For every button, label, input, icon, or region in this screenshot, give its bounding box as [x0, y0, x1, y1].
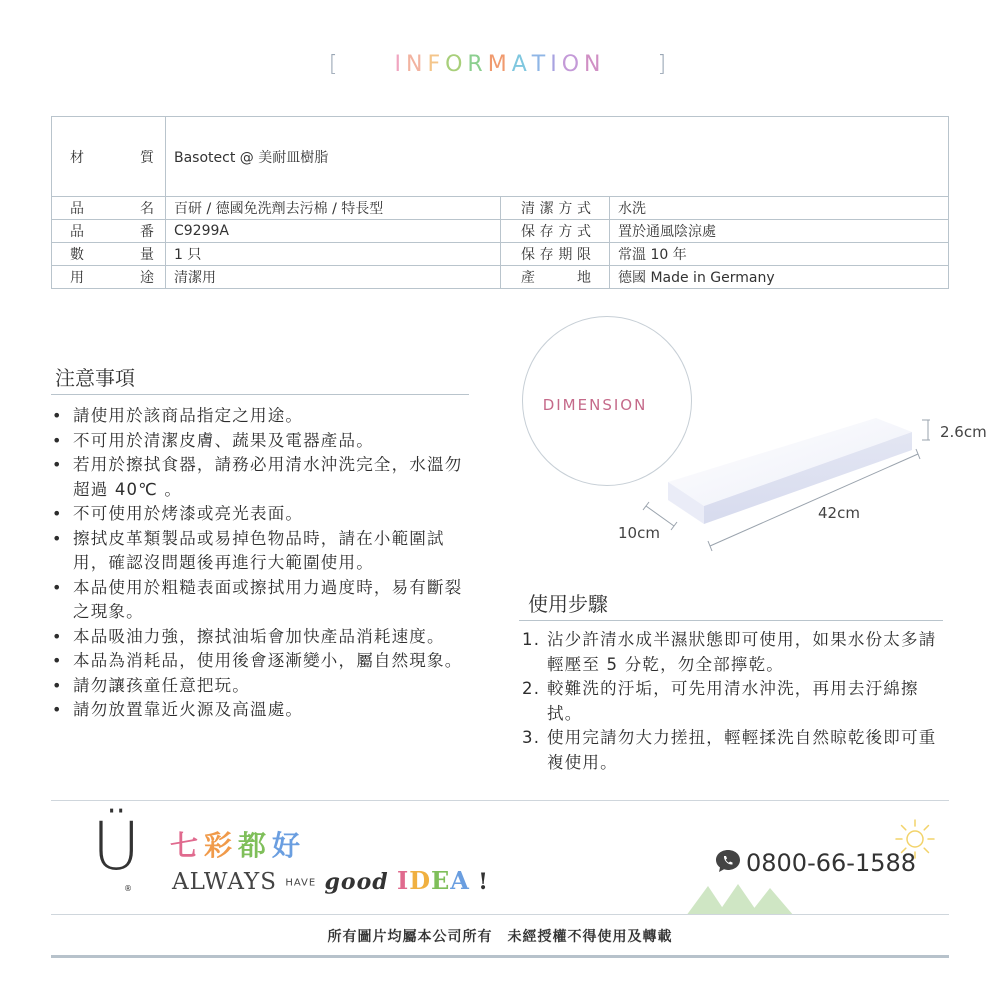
steps-list — [522, 628, 950, 775]
spec-row — [52, 220, 949, 243]
spec-table — [51, 116, 949, 289]
slogan-cn-char: 好 — [272, 829, 307, 862]
slogan-bang: ! — [478, 869, 489, 895]
information-letter: O — [445, 52, 468, 77]
spec-row — [52, 243, 949, 266]
hills-decoration — [686, 880, 806, 916]
slogan-cn-char: 彩 — [204, 829, 239, 862]
phone-number: 0800-66-1588 — [746, 849, 917, 877]
list-item: • 若用於擦拭食器，請務必用清水沖洗完全，水溫勿超過 40℃ 。 — [52, 453, 477, 502]
list-item: • 請勿讓孩童任意把玩。 — [52, 674, 477, 699]
spec-val: 百研 / 德國免洗劑去污棉 / 特長型 — [166, 197, 501, 220]
spec-key: 品名 — [52, 197, 166, 220]
spec-row — [52, 197, 949, 220]
list-item: 2. 較難洗的汙垢，可先用清水沖洗，再用去汙綿擦拭。 — [522, 679, 919, 723]
dimension-height: 2.6cm — [940, 423, 987, 441]
bracket-open: [ — [328, 52, 343, 77]
slogan-idea — [397, 866, 470, 895]
list-item: • 擦拭皮革類製品或易掉色物品時，請在小範圍試用，確認沒問題後再進行大範圍使用。 — [52, 527, 477, 576]
brand-slogan-en — [172, 866, 489, 895]
spec-val: 1 只 — [166, 243, 501, 266]
list-item: • 請使用於該商品指定之用途。 — [52, 404, 477, 429]
information-letter: O — [561, 52, 585, 77]
information-letter: F — [427, 52, 446, 77]
dimension-length: 42cm — [818, 504, 860, 522]
spec-val: 德國 Made in Germany — [610, 266, 949, 289]
slogan-cn-char: 七 — [170, 829, 205, 862]
spec-key: 產地 — [501, 266, 610, 289]
notes-divider — [51, 394, 469, 395]
information-heading — [0, 52, 1000, 77]
list-item: 1. 沾少許清水成半濕狀態即可使用，如果水份太多請輕壓至 5 分乾，勿全部擰乾。 — [522, 630, 937, 674]
footer-divider — [51, 800, 949, 801]
steps-divider — [519, 620, 943, 621]
dimension-width: 10cm — [618, 524, 660, 542]
spec-key: 保存期限 — [501, 243, 610, 266]
spec-val: 清潔用 — [166, 266, 501, 289]
information-letter: I — [550, 52, 562, 77]
information-letters — [394, 52, 605, 77]
slogan-idea-letter: E — [431, 866, 451, 895]
information-letter: N — [584, 52, 606, 77]
spec-row — [52, 266, 949, 289]
list-item: • 本品吸油力強，擦拭油垢會加快產品消耗速度。 — [52, 625, 477, 650]
information-letter: A — [511, 52, 532, 77]
slogan-cn-char: 都 — [238, 829, 273, 862]
spec-val: C9299A — [166, 220, 501, 243]
notes-title: 注意事項 — [55, 366, 135, 390]
information-letter: T — [531, 52, 551, 77]
notes-list — [52, 404, 477, 723]
spec-key: 數量 — [52, 243, 166, 266]
spec-val: 水洗 — [610, 197, 949, 220]
slogan-idea-letter: I — [396, 866, 410, 895]
spec-val-material: Basotect @ 美耐皿樹脂 — [166, 117, 949, 197]
registered-mark: ® — [124, 884, 132, 893]
slogan-always: ALWAYS — [172, 869, 277, 895]
spec-key: 用途 — [52, 266, 166, 289]
bracket-close: ] — [657, 52, 672, 77]
spec-key: 清潔方式 — [501, 197, 610, 220]
list-item: • 請勿放置靠近火源及高溫處。 — [52, 698, 477, 723]
steps-title: 使用步驟 — [528, 592, 608, 616]
phone-contact — [714, 848, 916, 877]
brand-slogan-cn — [170, 824, 306, 864]
list-item: • 本品使用於粗糙表面或擦拭用力過度時，易有斷裂之現象。 — [52, 576, 477, 625]
spec-row-material — [52, 117, 949, 197]
slogan-good: good — [324, 869, 389, 895]
list-item: 3. 使用完請勿大力搓扭，輕輕揉洗自然晾乾後即可重複使用。 — [522, 728, 937, 772]
spec-val: 置於通風陰涼處 — [610, 220, 949, 243]
spec-key-material: 材質 — [52, 117, 166, 197]
spec-val: 常溫 10 年 — [610, 243, 949, 266]
list-item: • 不可用於清潔皮膚、蔬果及電器產品。 — [52, 429, 477, 454]
spec-key: 保存方式 — [501, 220, 610, 243]
information-letter: N — [405, 52, 428, 77]
slogan-have: HAVE — [285, 877, 317, 889]
list-item: • 不可使用於烤漆或亮光表面。 — [52, 502, 477, 527]
copyright-notice: 所有圖片均屬本公司所有 未經授權不得使用及轉載 — [327, 929, 673, 945]
information-letter: M — [487, 52, 512, 77]
spec-key: 品番 — [52, 220, 166, 243]
list-item: • 本品為消耗品，使用後會逐漸變小，屬自然現象。 — [52, 649, 477, 674]
brand-logo: Ü — [92, 808, 141, 885]
phone-icon — [714, 848, 742, 874]
slogan-idea-letter: A — [450, 866, 470, 895]
dimension-label: DIMENSION — [542, 396, 648, 414]
slogan-idea-letter: D — [409, 866, 431, 895]
information-letter: R — [467, 52, 488, 77]
information-letter: I — [394, 52, 406, 77]
